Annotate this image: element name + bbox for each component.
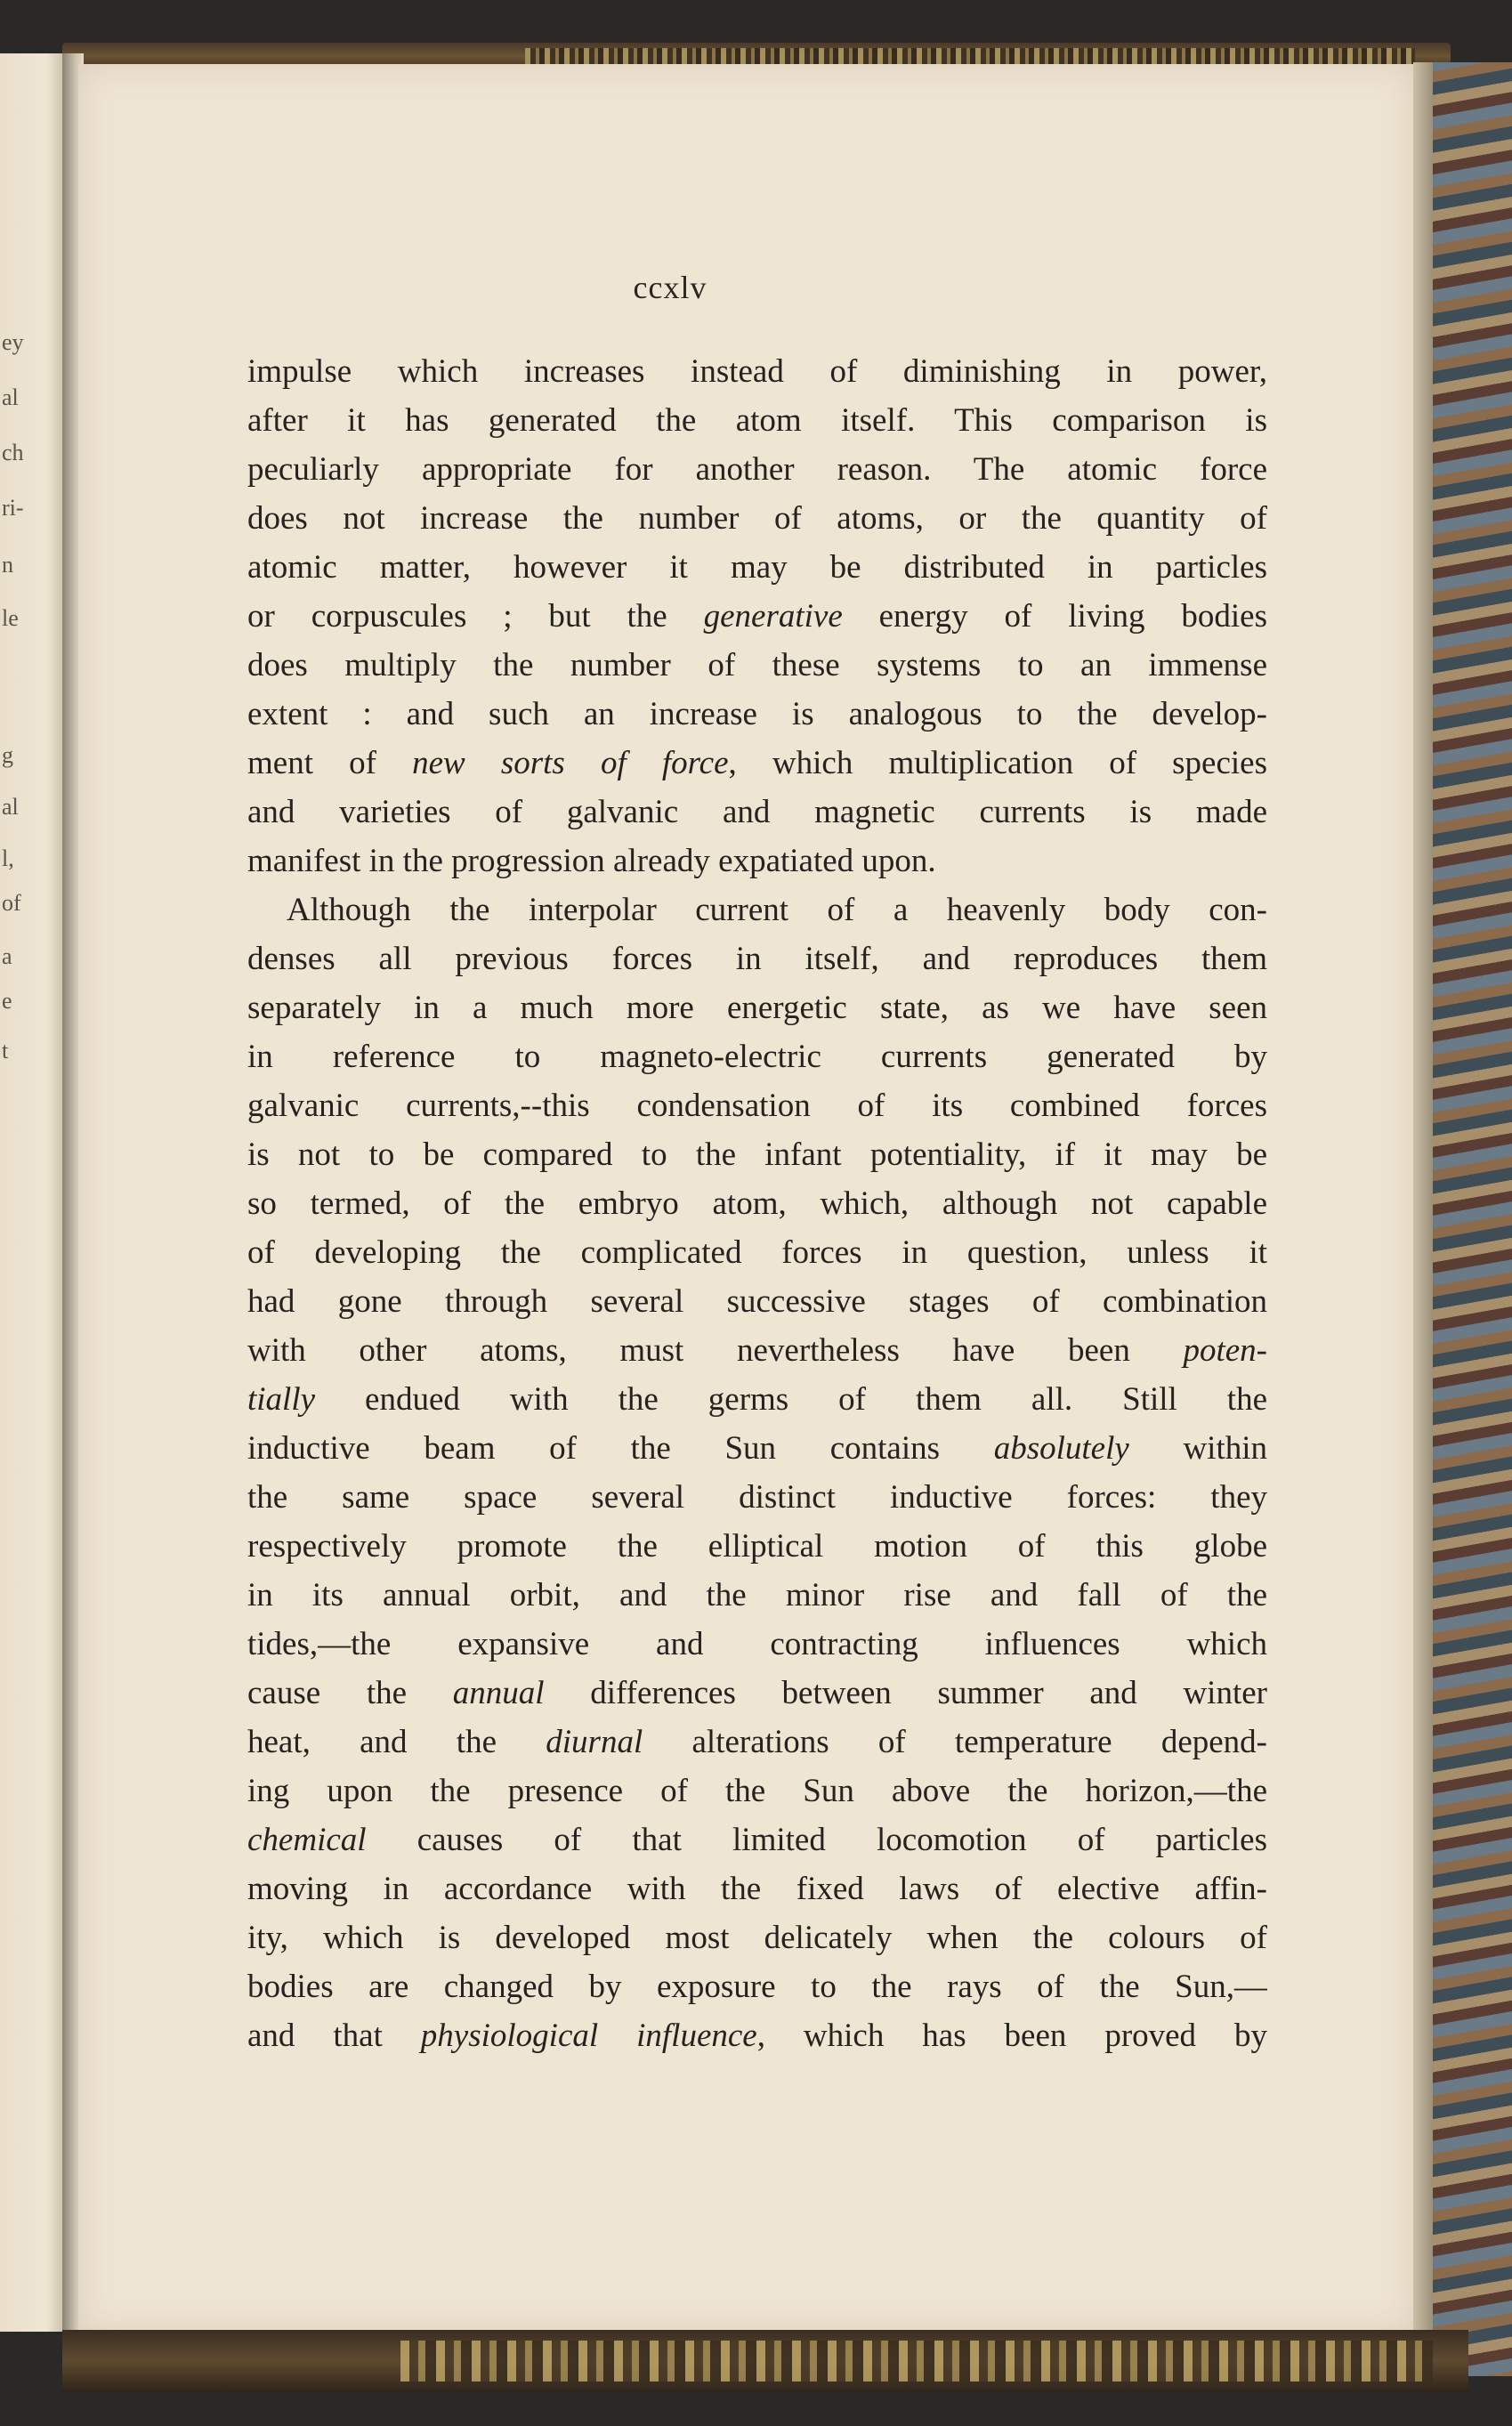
facing-page-fragment: a	[2, 943, 12, 969]
text-line: in its annual orbit, and the minor rise and fall of the	[247, 1577, 1267, 1613]
text-line: does multiply the number of these systems to an immense	[247, 647, 1267, 683]
text-line: after it has generated the atom itself. This comparison is	[247, 402, 1267, 439]
text-line: separately in a much more energetic state, as we have seen	[247, 990, 1267, 1026]
facing-page-fragment: g	[2, 742, 13, 768]
text-line: cause the annual differences between summer and winter	[247, 1675, 1267, 1711]
text-line: heat, and the diurnal alterations of temperature depend-	[247, 1724, 1267, 1760]
facing-page-edge	[0, 53, 66, 2332]
text-line: galvanic currents,--this condensation of its combined forces	[247, 1088, 1267, 1124]
facing-page-fragment: of	[2, 890, 21, 916]
italic-emphasis: annual	[452, 1675, 545, 1711]
text-line: so termed, of the embryo atom, which, although not capable	[247, 1185, 1267, 1222]
paragraph-start-line: Although the interpolar current of a heavenly body con-	[287, 892, 1267, 928]
italic-emphasis: generative	[703, 598, 843, 635]
text-line: manifest in the progression already expatiated upon.	[247, 843, 936, 879]
text-line: extent : and such an increase is analogous to the develop-	[247, 696, 1267, 732]
italic-emphasis: absolutely	[993, 1430, 1129, 1467]
text-line: and that physiological influence, which has been proved by	[247, 2018, 1267, 2054]
text-line: does not increase the number of atoms, or the quantity of	[247, 500, 1267, 537]
text-line: of developing the complicated forces in question, unless it	[247, 1234, 1267, 1271]
text-line: had gone through several successive stages of combination	[247, 1283, 1267, 1320]
facing-page-fragment: e	[2, 988, 12, 1014]
italic-emphasis: new sorts of force	[412, 745, 729, 781]
marbled-fore-edge	[1413, 62, 1512, 2376]
text-line: in reference to magneto-electric currents generated by	[247, 1039, 1267, 1075]
text-line: ity, which is developed most delicately when the colours of	[247, 1920, 1267, 1956]
text-line: chemical causes of that limited locomotion of particles	[247, 1822, 1267, 1858]
text-line: tially endued with the germs of them all. Still the	[247, 1381, 1267, 1418]
italic-emphasis: poten-	[1183, 1332, 1267, 1369]
italic-emphasis: physiological influence	[420, 2018, 757, 2054]
text-line: denses all previous forces in itself, and reproduces them	[247, 941, 1267, 977]
facing-page-fragment: al	[2, 794, 19, 820]
text-line: bodies are changed by exposure to the rays of the Sun,—	[247, 1969, 1267, 2005]
text-line: ment of new sorts of force, which multiplication of species	[247, 745, 1267, 781]
page-number: ccxlv	[633, 270, 707, 305]
facing-page-fragment: al	[2, 384, 19, 410]
text-line: or corpuscules ; but the generative energy of living bodies	[247, 598, 1267, 635]
text-line: moving in accordance with the fixed laws of elective affin-	[247, 1871, 1267, 1907]
text-line: the same space several distinct inductive forces: they	[247, 1479, 1267, 1516]
text-line: impulse which increases instead of diminishing in power,	[247, 353, 1267, 390]
text-line: ing upon the presence of the Sun above the horizon,—the	[247, 1773, 1267, 1809]
facing-page-fragment: n	[2, 552, 13, 578]
text-line: peculiarly appropriate for another reason. The atomic force	[247, 451, 1267, 488]
text-line: is not to be compared to the infant potentiality, if it may be	[247, 1136, 1267, 1173]
text-line: atomic matter, however it may be distributed in particles	[247, 549, 1267, 586]
book-page	[78, 64, 1413, 2333]
facing-page-fragment: ch	[2, 440, 24, 465]
facing-page-fragment: l,	[2, 845, 14, 871]
italic-emphasis: diurnal	[546, 1724, 643, 1760]
facing-page-fragment: ri-	[2, 495, 24, 521]
facing-page-fragment: t	[2, 1038, 9, 1063]
bottom-binding-edge	[62, 2330, 1468, 2392]
facing-page-fragment: ey	[2, 329, 24, 355]
italic-emphasis: chemical	[247, 1822, 367, 1858]
body-text	[247, 347, 1267, 2060]
text-line: tides,—the expansive and contracting influences which	[247, 1626, 1267, 1662]
text-line: and varieties of galvanic and magnetic currents is made	[247, 794, 1267, 830]
text-line: respectively promote the elliptical motion of this globe	[247, 1528, 1267, 1565]
facing-page-fragment: le	[2, 605, 19, 631]
text-line: with other atoms, must nevertheless have been poten-	[247, 1332, 1267, 1369]
italic-emphasis: tially	[247, 1381, 316, 1418]
text-line: inductive beam of the Sun contains absolutely within	[247, 1430, 1267, 1467]
